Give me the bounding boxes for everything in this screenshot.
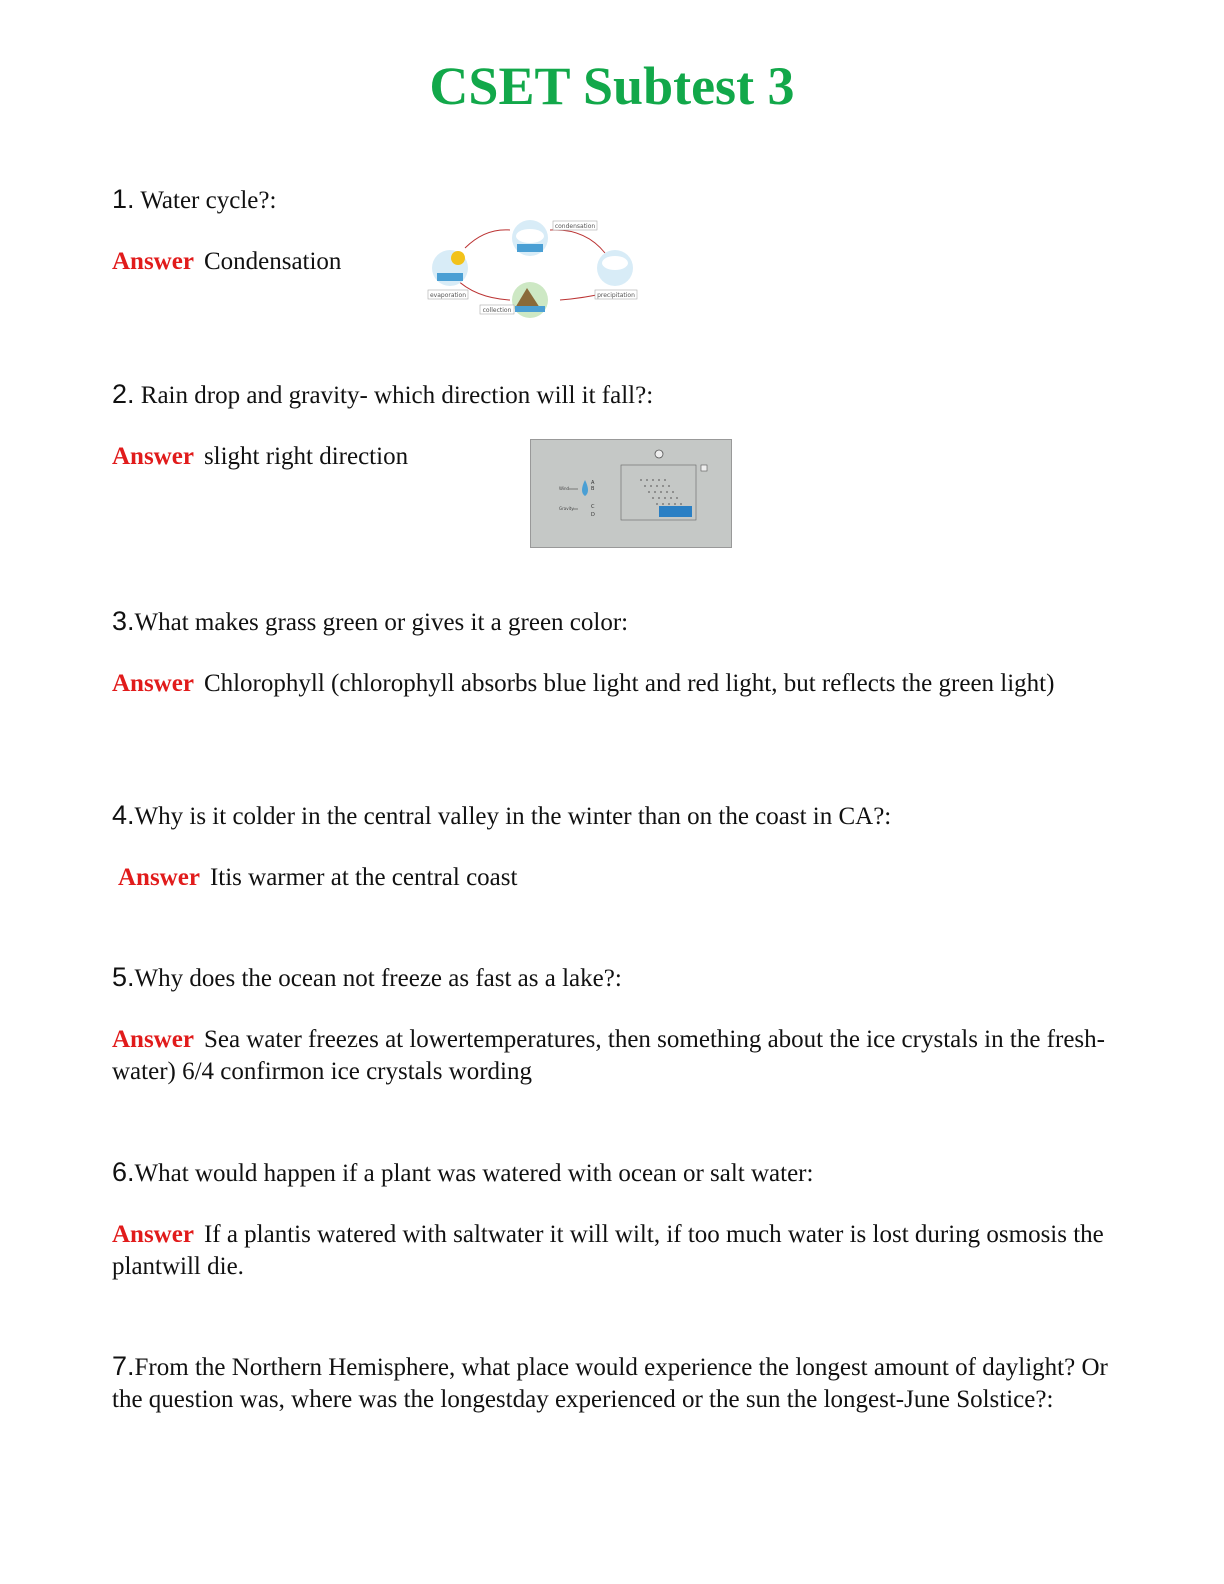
water-rectangle: [659, 506, 692, 517]
answer-text: Itis warmer at the central coast: [209, 864, 518, 891]
page-title: CSET Subtest 3: [429, 56, 795, 116]
answer-6: [112, 1219, 1112, 1283]
question-number: 4.: [112, 800, 135, 830]
answer-text: slight right direction: [203, 443, 409, 470]
option-b-label: B: [591, 486, 595, 492]
evaporation-label: evaporation: [429, 292, 467, 299]
question-number: 3.: [112, 606, 135, 636]
answer-label: Answer: [118, 864, 200, 891]
water-cycle-diagram: [425, 218, 640, 318]
question-text: Why is it colder in the central valley in the winter than on the coast in CA?:: [134, 803, 892, 830]
question-text: What would happen if a plant was watered with ocean or salt water:: [134, 1160, 814, 1187]
gravity-label: Gravity: [559, 506, 574, 511]
collection-label: collection: [482, 307, 512, 314]
question-text: Water cycle?:: [134, 187, 277, 214]
raindrop-icon: [582, 480, 588, 496]
question-number: 2.: [112, 379, 135, 409]
question-7: [112, 1350, 1112, 1416]
answer-text: Chlorophyll (chlorophyll absorbs blue light and red light, but reflects the green light): [203, 670, 1055, 697]
question-text: Rain drop and gravity- which direction will it fall?:: [134, 382, 654, 409]
option-d-label: D: [591, 512, 595, 518]
answer-5: [112, 1024, 1112, 1088]
question-number: 6.: [112, 1157, 135, 1187]
question-6: [112, 1156, 1112, 1190]
question-number: 1.: [112, 184, 135, 214]
question-text: From the Northern Hemisphere, what place would experience the longest amount of daylight? Or the question was, where was the longestday experienced or the sun the longest-June Solstice?:: [112, 1354, 1108, 1413]
question-2: [112, 378, 1112, 412]
question-1: [112, 183, 1112, 217]
answer-label: Answer: [112, 443, 194, 470]
answer-text: Sea water freezes at lowertemperatures, then something about the ice crystals in the fresh-water) 6/4 confirmon ice crystals wording: [112, 1026, 1105, 1085]
question-text: What makes grass green or gives it a green color:: [134, 609, 629, 636]
answer-text: If a plantis watered with saltwater it will wilt, if too much water is lost during osmosis the plantwill die.: [112, 1221, 1104, 1280]
answer-label: Answer: [112, 1026, 194, 1053]
question-number: 7.: [112, 1351, 135, 1381]
rain-dots: [640, 479, 682, 505]
answer-text: Condensation: [203, 248, 342, 275]
answer-label: Answer: [112, 248, 194, 275]
wind-label: Wind: [559, 486, 570, 491]
question-5: [112, 961, 1112, 995]
answer-label: Answer: [112, 670, 194, 697]
question-number: 5.: [112, 962, 135, 992]
raindrop-diagram-photo: [530, 439, 732, 548]
condensation-label: condensation: [554, 223, 596, 230]
question-4: [112, 799, 1112, 833]
answer-4: [118, 862, 1118, 894]
option-a-label: A: [591, 480, 595, 486]
answer-label: Answer: [112, 1221, 194, 1248]
question-3: [112, 605, 1112, 639]
option-c-label: C: [591, 504, 595, 510]
answer-3: [112, 668, 1112, 700]
precipitation-label: precipitation: [597, 292, 635, 299]
question-text: Why does the ocean not freeze as fast as a lake?:: [134, 965, 622, 992]
